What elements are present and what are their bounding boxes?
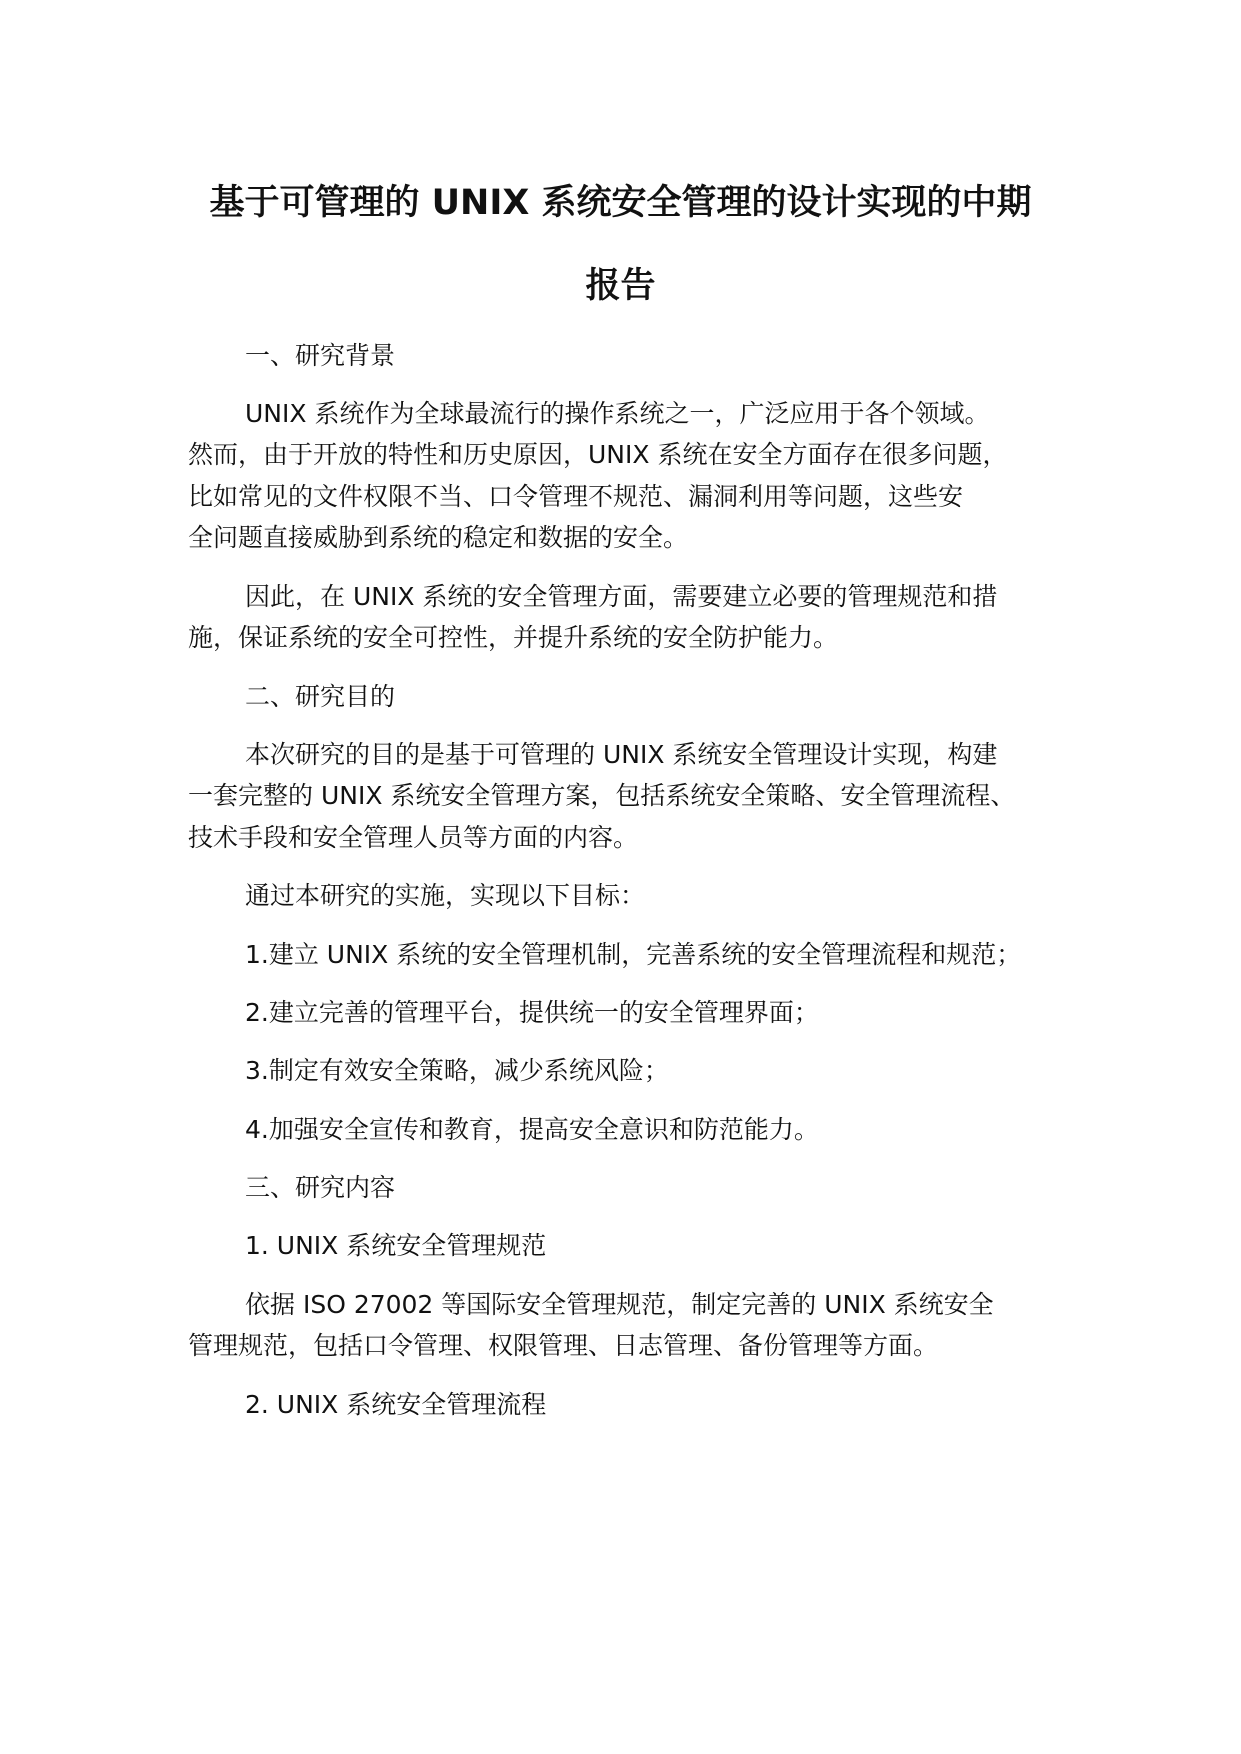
- paragraph-line: 施，保证系统的安全可控性，并提升系统的安全防护能力。: [188, 623, 839, 652]
- goal-item-1: 1.建立 UNIX 系统的安全管理机制，完善系统的安全管理流程和规范；: [245, 940, 1022, 969]
- goal-item-4: 4.加强安全宣传和教育，提高安全意识和防范能力。: [245, 1115, 819, 1144]
- paragraph-line: 一套完整的 UNIX 系统安全管理方案，包括系统安全策略、安全管理流程、: [188, 781, 1016, 810]
- paragraph-line: 依据 ISO 27002 等国际安全管理规范，制定完善的 UNIX 系统安全: [245, 1290, 994, 1319]
- paragraph-line: 因此，在 UNIX 系统的安全管理方面，需要建立必要的管理规范和措: [245, 582, 998, 611]
- paragraph-line: 然而，由于开放的特性和历史原因，UNIX 系统在安全方面存在很多问题，: [188, 440, 1008, 469]
- section-heading-background: 一、研究背景: [245, 341, 396, 370]
- paragraph-line: 管理规范，包括口令管理、权限管理、日志管理、备份管理等方面。: [188, 1331, 939, 1360]
- document-title-line-1: 基于可管理的 UNIX 系统安全管理的设计实现的中期: [209, 183, 1032, 223]
- paragraph-line: 比如常见的文件权限不当、口令管理不规范、漏洞利用等问题，这些安: [188, 482, 964, 511]
- paragraph-line: 通过本研究的实施，实现以下目标：: [245, 881, 646, 910]
- section-heading-purpose: 二、研究目的: [245, 682, 396, 711]
- paragraph-line: 技术手段和安全管理人员等方面的内容。: [188, 823, 639, 852]
- paragraph-line: UNIX 系统作为全球最流行的操作系统之一，广泛应用于各个领域。: [245, 399, 990, 428]
- subsection-heading-2: 2. UNIX 系统安全管理流程: [245, 1390, 547, 1419]
- subsection-heading-1: 1. UNIX 系统安全管理规范: [245, 1231, 547, 1260]
- document-title-line-2: 报告: [585, 266, 656, 306]
- goal-item-3: 3.制定有效安全策略，减少系统风险；: [245, 1056, 669, 1085]
- paragraph-line: 本次研究的目的是基于可管理的 UNIX 系统安全管理设计实现，构建: [245, 740, 998, 769]
- section-heading-content: 三、研究内容: [245, 1173, 396, 1202]
- paragraph-line: 全问题直接威胁到系统的稳定和数据的安全。: [188, 523, 689, 552]
- goal-item-2: 2.建立完善的管理平台，提供统一的安全管理界面；: [245, 998, 819, 1027]
